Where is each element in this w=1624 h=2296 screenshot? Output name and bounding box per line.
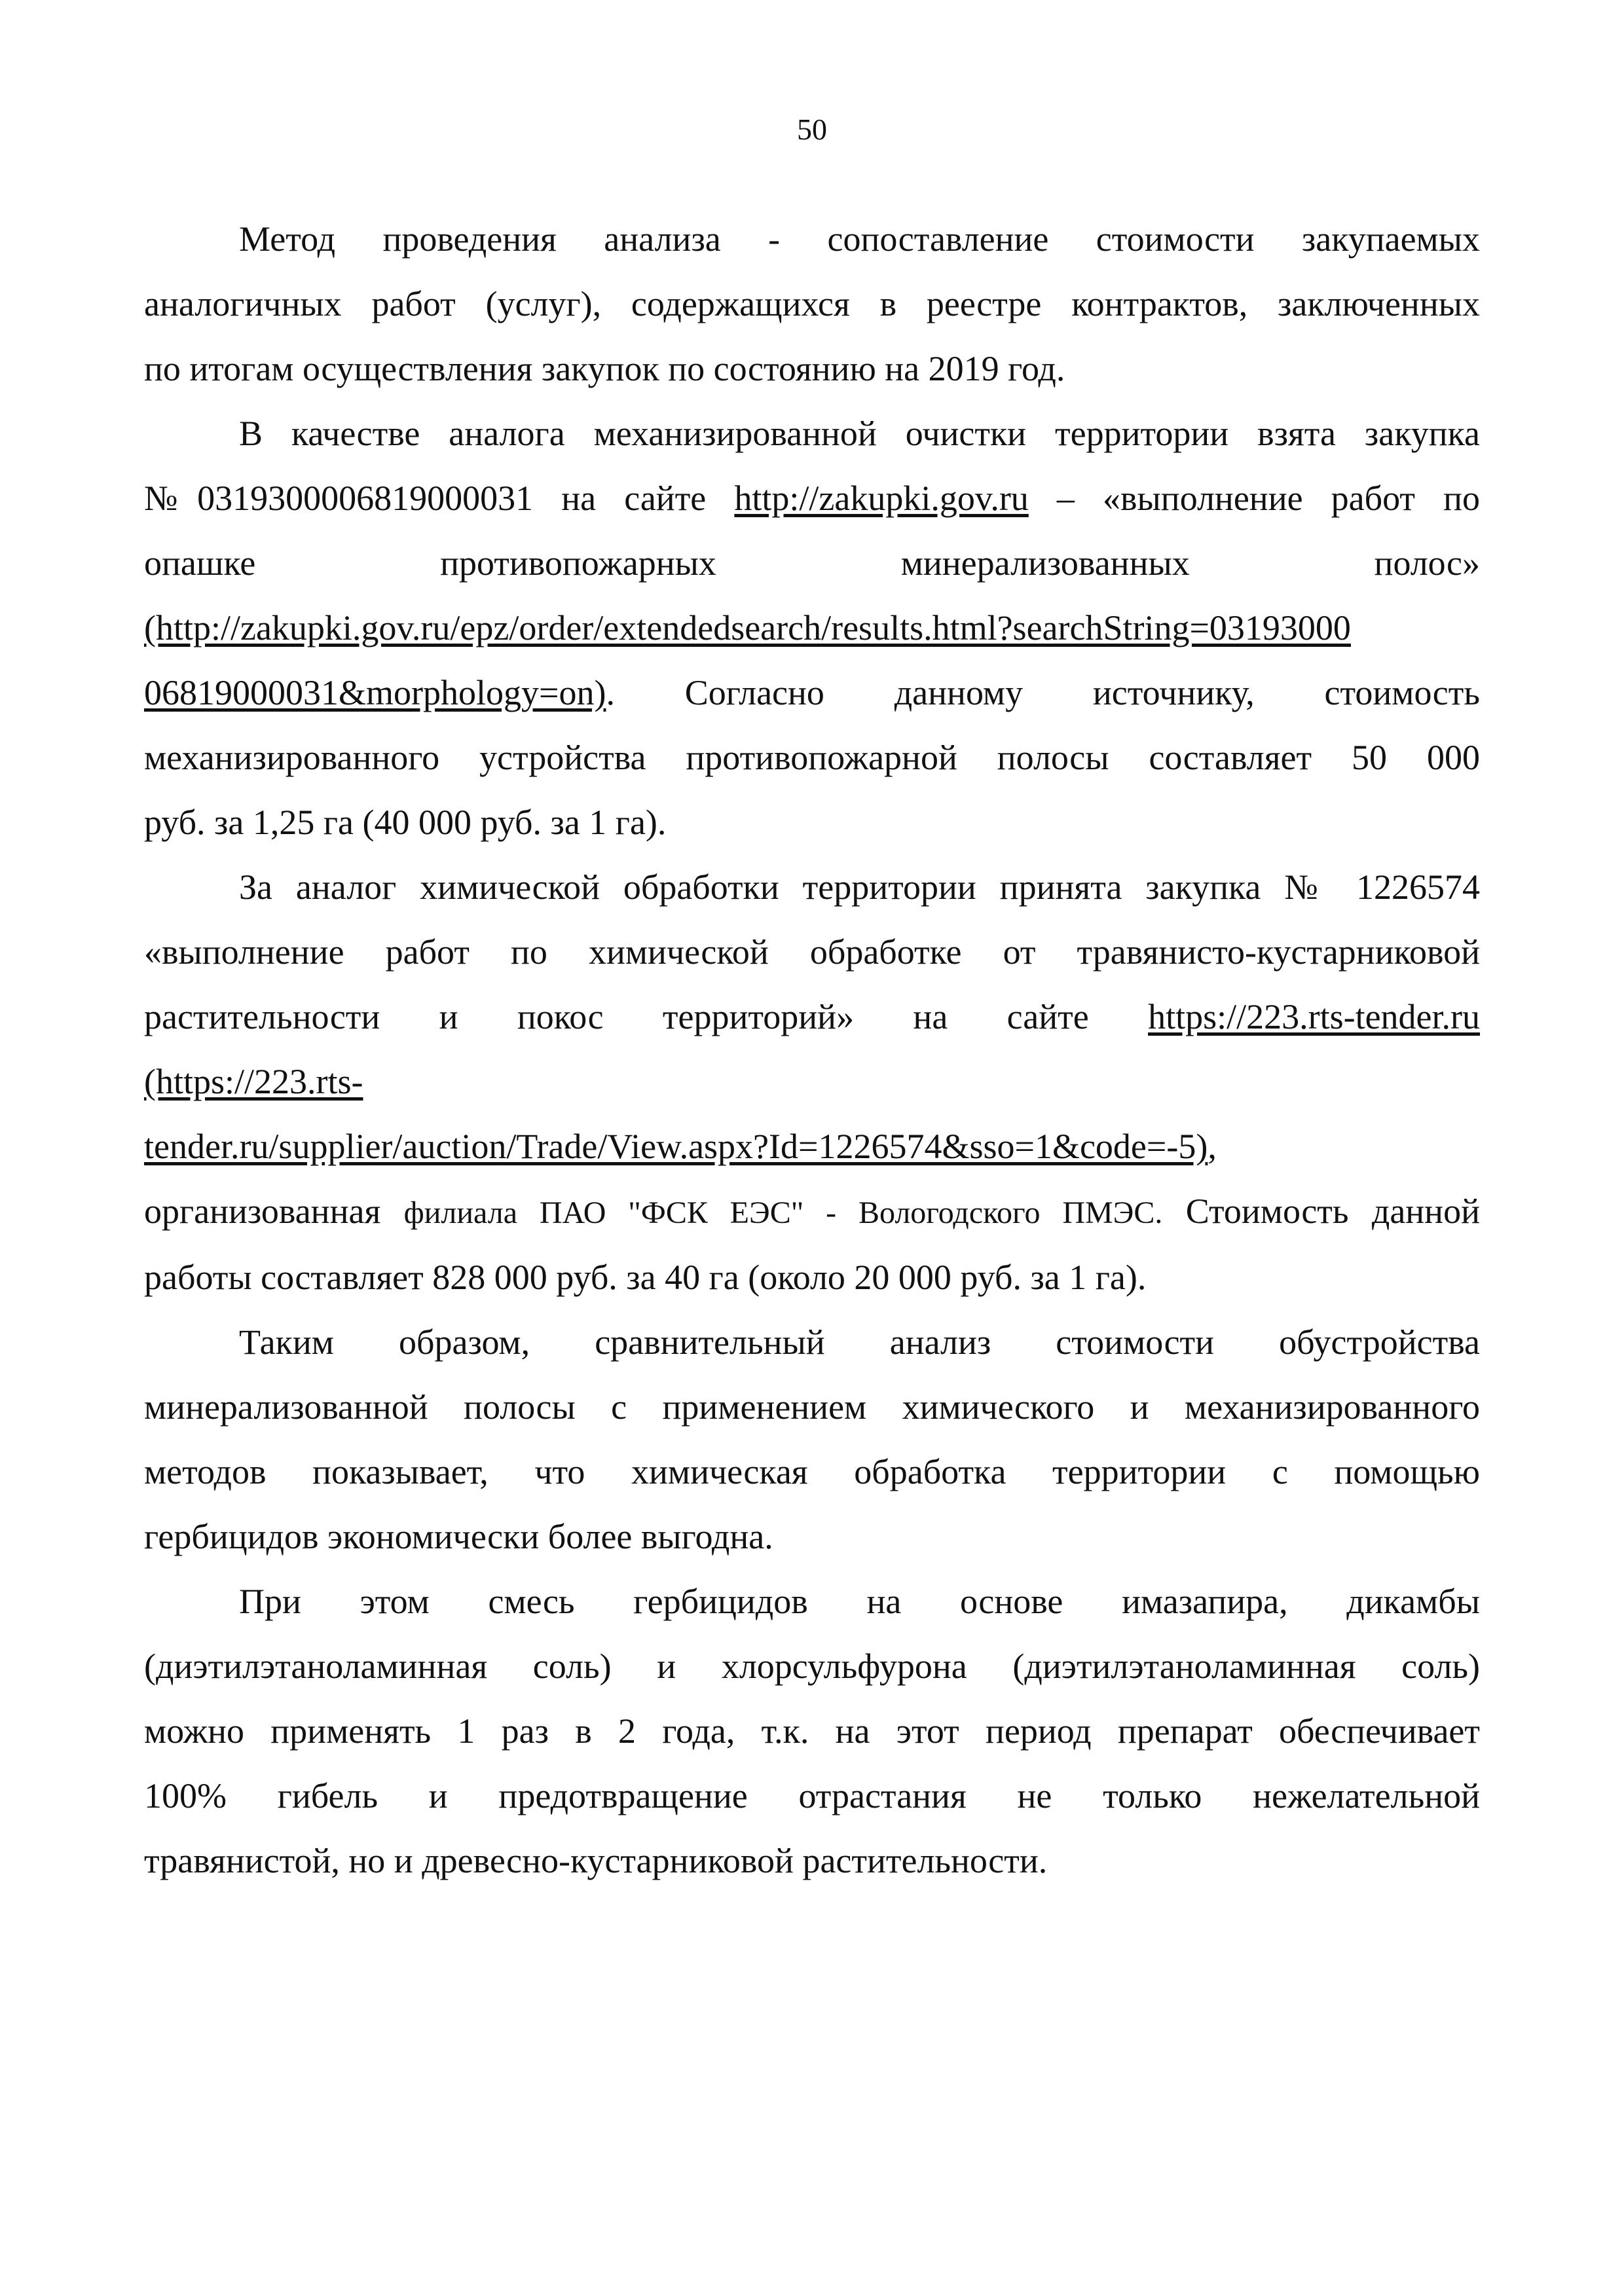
text-line: травянистой, но и древесно-кустарниковой растительности.: [144, 1841, 1048, 1880]
rts-tender-link[interactable]: https://223.rts-tender.ru: [1148, 997, 1480, 1036]
text-fragment: №0319300006819000031 на сайте: [144, 479, 735, 518]
text-line: 100% гибель и предотвращение отрастания не только нежелательной: [144, 1776, 1480, 1815]
text-line: методов показывает, что химическая обработка территории с помощью: [144, 1452, 1480, 1491]
zakupki-link[interactable]: http://zakupki.gov.ru: [734, 479, 1029, 518]
text-fragment: растительности и покос территорий» на сайте: [144, 997, 1149, 1036]
text-line: аналогичных работ (услуг), содержащихся в реестре контрактов, заключенных: [144, 284, 1480, 323]
text-line: опашке противопожарных минерализованных полос»: [144, 543, 1480, 583]
paragraph-herbicide-mix: [144, 1569, 1480, 1893]
text-line: минерализованной полосы с применением химического и механизированного: [144, 1387, 1480, 1427]
text-line: [144, 466, 1480, 531]
text-fragment: организованная: [144, 1192, 404, 1231]
text-line: [144, 1049, 1480, 1114]
text-line: [144, 596, 1480, 661]
zakupki-search-link[interactable]: (http://zakupki.gov.ru/epz/order/extendedsearch/results.html?searchString=03193000: [144, 608, 1351, 647]
text-fragment: . Согласно данному источнику, стоимость: [606, 673, 1480, 712]
text-fragment: ,: [1208, 1127, 1217, 1166]
text-line: (диэтилэтаноламинная соль) и хлорсульфурона (диэтилэтаноламинная соль): [144, 1647, 1480, 1686]
rts-tender-trade-link-cont[interactable]: tender.ru/supplier/auction/Trade/View.aspx?Id=1226574&sso=1&code=-5): [144, 1127, 1208, 1166]
rts-tender-trade-link[interactable]: (https://223.rts-: [144, 1062, 363, 1101]
paragraph-mechanized-analog: [144, 401, 1480, 855]
text-line: можно применять 1 раз в 2 года, т.к. на этот период препарат обеспечивает: [144, 1711, 1480, 1751]
text-line: Метод проведения анализа - сопоставление стоимости закупаемых: [239, 219, 1480, 259]
text-line: [144, 1114, 1480, 1179]
paragraph-analysis-method: [144, 207, 1480, 401]
text-line: механизированного устройства противопожарной полосы составляет 50 000: [144, 738, 1480, 777]
text-line: В качестве аналога механизированной очистки территории взята закупка: [239, 414, 1480, 453]
text-line: [144, 1179, 1480, 1245]
text-fragment: – «выполнение работ по: [1028, 479, 1480, 518]
text-line: Таким образом, сравнительный анализ стоимости обустройства: [239, 1322, 1480, 1362]
text-line: по итогам осуществления закупок по состоянию на 2019 год.: [144, 349, 1065, 388]
text-line: [144, 661, 1480, 725]
text-line: гербицидов экономически более выгодна.: [144, 1517, 773, 1556]
text-line: работы составляет 828 000 руб. за 40 га (около 20 000 руб. за 1 га).: [144, 1258, 1147, 1297]
text-line: руб. за 1,25 га (40 000 руб. за 1 га).: [144, 803, 667, 842]
page-number: 50: [797, 113, 827, 146]
paragraph-chemical-analog: [144, 855, 1480, 1310]
paragraph-conclusion: [144, 1310, 1480, 1569]
document-body: [144, 207, 1480, 1893]
text-fragment: Стоимость данной: [1162, 1192, 1480, 1231]
text-line: [144, 985, 1480, 1049]
text-line: «выполнение работ по химической обработке от травянисто-кустарниковой: [144, 932, 1480, 972]
zakupki-search-link-cont[interactable]: 06819000031&morphology=on): [144, 673, 606, 712]
text-line: При этом смесь гербицидов на основе имазапира, дикамбы: [239, 1582, 1480, 1621]
text-line: За аналог химической обработки территории принята закупка № 1226574: [239, 867, 1480, 907]
text-fragment-small: филиала ПАО "ФСК ЕЭС" - Вологодского ПМЭС.: [403, 1195, 1163, 1230]
